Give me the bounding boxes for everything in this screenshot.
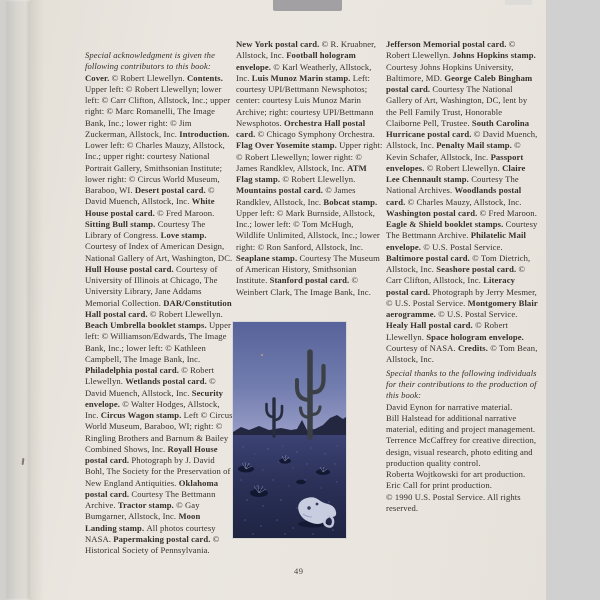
gray-bookmark-tab — [273, 0, 342, 11]
production-credit: Roberta Wojtkowski for art production. — [386, 469, 526, 479]
production-credit: Terrence McCaffrey for creative direction, design, visual research, photo editing and production quality control. — [386, 435, 537, 468]
book-fore-edge — [6, 0, 32, 600]
desert-photo — [233, 322, 346, 538]
production-credit: Bill Halstead for additional narrative material, editing and project management. — [386, 412, 536, 434]
page-left-shading — [30, 0, 44, 600]
right-column-credits: Jefferson Memorial postal card. © Robert Llewellyn. Johns Hopkins stamp. Courtesy Johns Hopkins University, Baltimore, MD. George Caleb Bingham postal card. Courtesy The National Gallery of Art, Washington, DC, lent by the Pell Family Trust, Honorable Claiborne Pell, Trustee. South Carolina Hurricane postal card. © David Muench, Allstock, Inc. Penalty Mail stamp. © Kevin Schafer, Allstock, Inc. Passport envelopes. © Robert Llewellyn. Claire Lee Chennault stamp. Courtesy The National Archives. Woodlands postal card. © Charles Mauzy, Allstock, Inc. Washington postal card. © Fred Maroon. Eagle & Shield booklet stamps. Courtesy The Bettmann Archive. Philatelic Mail envelope. © U.S. Postal Service. Baltimore postal card. © Tom Dietrich, Allstock, Inc. Seashore postal card. © Carr Clifton, Allstock, Inc. Literacy postal card. Photograph by Jerry Mesmer, © U.S. Postal Service. Montgomery Blair aerogramme. © U.S. Postal Service. Healy Hall postal card. © Robert Llewellyn. Space hologram envelope. Courtesy of NASA. Credits. © Tom Bean, Allstock, Inc. — [386, 39, 538, 364]
special-thanks-note: Special thanks to the following individuals for their contributions to the production of this book: — [386, 367, 537, 401]
evening-star — [261, 354, 263, 356]
production-credit: © 1990 U.S. Postal Service. All rights reserved. — [386, 491, 521, 513]
page-number: 49 — [294, 566, 304, 576]
desert-ground — [233, 435, 346, 538]
left-text-column: Special acknowledgment is given the following contributors to this book: Cover. © Robert Llewellyn. Contents. Upper left: © Robert Llewellyn; lower left: © Carr Clifton, Allstock, Inc.; upper right: © Marc Romanelli, The Image Bank, Inc.; lower right: © Jim Zuckerman, Allstock, Inc. Introduction. Lower left: © Charles Mauzy, Allstock, Inc.; upper right: courtesy National Portrait Gallery, Smithsonian Institute; lower right: © Circus World Museum, Baraboo, WI. Desert postal card. © David Muench, Allstock, Inc. White House postal card. © Fred Maroon. Sitting Bull stamp. Courtesy The Library of Congress. Love stamp. Courtesy of Index of American Design, National Gallery of Art, Washington, DC. Hull House postal card. Courtesy of University of Illinois at Chicago, The University Library, Jane Addams Memorial Collection. DAR/Constitution Hall postal card. © Robert Llewellyn. Beach Umbrella booklet stamps. Upper left: © Williamson/Edwards, The Image Bank, Inc.; lower left: © Kathleen Campbell, The Image Bank, Inc. Philadelphia postal card. © Robert Llewellyn. Wetlands postal card. © David Muench, Allstock, Inc. Security envelope. © Walter Hodges, Allstock, Inc. Circus Wagon stamp. Left © Circus World Museum, Baraboo, WI; right: © Ringling Brothers and Barnum & Bailey Combined Shows, Inc. Royall House postal card. Photograph by J. David Bohl, The Society for the Preservation of New England Antiquities. Oklahoma postal card. Courtesy The Bettmann Archive. Tractor stamp. © Gay Bumgarner, Allstock, Inc. Moon Landing stamp. All photos courtesy NASA. Papermaking postal card. © Historical Society of Pennsylvania. — [85, 50, 233, 555]
background-right — [546, 0, 600, 600]
production-credit: Eric Call for print production. — [386, 480, 492, 491]
production-credit: David Eynon for narrative material. — [386, 401, 513, 412]
white-bookmark-tab — [505, 0, 532, 5]
desert-photo-art — [233, 322, 346, 538]
middle-text-column: New York postal card. © R. Kruabner, Allstock, Inc. Football hologram envelope. © Karl Weatherly, Allstock, Inc. Luis Munoz Marin stamp. Left: courtesy UPI/Bettmann Newsphotos; center: courtesy Luis Munoz Marin Archive; right: courtesy UPI/Bettmann Newsphotos. Orchestra Hall postal card. © Chicago Symphony Orchestra. Flag Over Yosemite stamp. Upper right: © Robert Llewellyn; lower right: © James Randklev, Allstock, Inc. ATM Flag stamp. © Robert Llewellyn. Mountains postal card. © James Randklev, Allstock, Inc. Bobcat stamp. Upper left: © Mark Burnside, Allstock, Inc.; lower left: © Tom McHugh, Wildlife Unlimited, Allstock, Inc.; lower right: © Ron Sanford, Allstock, Inc. Seaplane stamp. Courtesy The Museum of American History, Smithsonian Institute. Stanford postal card. © Weinbert Clark, The Image Bank, Inc. — [236, 39, 383, 297]
right-text-column — [386, 39, 539, 514]
